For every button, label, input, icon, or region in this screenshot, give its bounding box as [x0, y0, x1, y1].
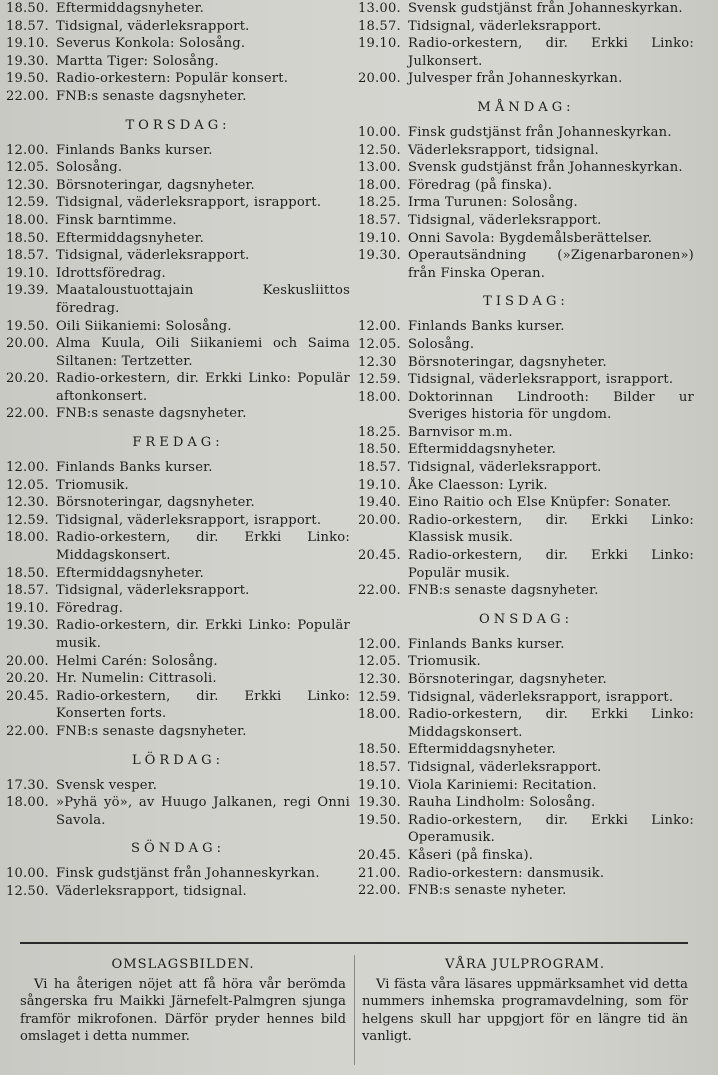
schedule-entry [358, 777, 694, 795]
entry-program: Svensk gudstjänst från Johanneskyrkan. [408, 160, 683, 176]
entry-time: 18.00. [6, 530, 49, 546]
entry-time: 18.00. [358, 707, 401, 723]
entry-program: FNB:s senaste dagsnyheter. [408, 583, 599, 599]
cover-note [20, 956, 346, 1046]
entry-program: Radio-orkestern, dir. Erkki Linko: Populär aftonkonsert. [56, 371, 350, 404]
schedule-entry [358, 212, 694, 230]
entry-program: Tidsignal, väderleksrapport. [408, 18, 602, 34]
schedule-entry [358, 371, 694, 389]
entry-program: Oili Siikaniemi: Solosång. [56, 318, 232, 334]
schedule-entry [6, 18, 350, 36]
day-heading: TORSDAG: [125, 117, 231, 133]
entry-time: 12.05. [6, 160, 49, 176]
entry-program: Onni Savola: Bygdemålsberättelser. [408, 230, 653, 246]
schedule-entry [358, 494, 694, 512]
schedule-entry [358, 230, 694, 248]
entry-program: Tidsignal, väderleksrapport, israpport. [56, 195, 322, 211]
entry-time: 18.57. [6, 583, 49, 599]
schedule-entry [6, 600, 350, 618]
schedule-entry [358, 194, 694, 212]
entry-time: 12.30. [6, 495, 49, 511]
entry-program: Martta Tiger: Solosång. [56, 53, 219, 69]
entry-time: 12.00. [358, 636, 401, 652]
entry-time: 19.50. [6, 71, 49, 87]
entry-program: Tidsignal, väderleksrapport. [56, 18, 250, 34]
entry-program: Börsnoteringar, dagsnyheter. [56, 177, 255, 193]
entry-time: 19.30. [6, 53, 49, 69]
entry-program: Helmi Carén: Solosång. [56, 653, 218, 669]
entry-time: 12.00. [6, 142, 49, 158]
entry-program: Eftermiddagsnyheter. [56, 1, 204, 16]
entry-time: 18.25. [358, 424, 401, 440]
entry-program: Eftermiddagsnyheter. [56, 230, 204, 246]
entry-time: 22.00. [6, 406, 49, 422]
entry-time: 13.00. [358, 160, 401, 176]
schedule-entry [6, 512, 350, 530]
entry-program: Irma Turunen: Solosång. [408, 195, 578, 211]
entry-time: 12.00. [6, 460, 49, 476]
entry-time: 19.50. [358, 812, 401, 828]
entry-program: Föredrag. [56, 600, 124, 616]
schedule-entry [358, 318, 694, 336]
entry-program: Finsk barntimme. [56, 212, 177, 228]
schedule-entry [358, 124, 694, 142]
entry-time: 13.00. [358, 1, 401, 16]
entry-program: Rauha Lindholm: Solosång. [408, 795, 596, 811]
entry-time: 12.50. [6, 883, 49, 899]
schedule-entry [358, 636, 694, 654]
schedule-entry [358, 671, 694, 689]
schedule-entry [6, 159, 350, 177]
schedule-entry [358, 759, 694, 777]
schedule-entry [358, 547, 694, 582]
schedule-entry [6, 335, 350, 370]
entry-time: 20.20. [6, 671, 49, 687]
entry-time: 18.00. [358, 177, 401, 193]
entry-time: 10.00. [6, 866, 49, 882]
entry-program: Operautsändning (»Zigenarbaronen») från Finska Operan. [408, 248, 694, 281]
christmas-program-body: Vi fästa våra läsares uppmärksamhet vid detta nummers inhemska programavdelning, som för helgens skull har uppgjort för en längre tid än vanligt. [362, 976, 688, 1045]
entry-time: 12.59. [358, 372, 401, 388]
schedule-right-column [358, 0, 694, 900]
entry-program: Julvesper från Johanneskyrkan. [408, 71, 623, 87]
entry-program: Finsk gudstjänst från Johanneskyrkan. [408, 124, 672, 140]
entry-time: 20.45. [358, 548, 401, 564]
cover-note-body: Vi ha återigen nöjet att få höra vår berömda sångerska fru Maikki Järnefelt-Palmgren sjunga framför mikrofonen. Därför pryder hennes bild omslaget i detta nummer. [20, 976, 346, 1045]
schedule-entry [6, 688, 350, 723]
entry-program: »Pyhä yö», av Huugo Jalkanen, regi Onni Savola. [56, 795, 350, 828]
schedule-entry [358, 35, 694, 70]
entry-program: Solosång. [408, 336, 475, 352]
entry-time: 18.00. [6, 795, 49, 811]
entry-time: 20.00. [6, 336, 49, 352]
entry-time: 12.05. [358, 336, 401, 352]
entry-program: Radio-orkestern, dir. Erkki Linko: Konserten forts. [56, 688, 350, 722]
entry-program: Radio-orkestern, dir. Erkki Linko: Middagskonsert. [56, 530, 350, 564]
day-heading: LÖRDAG: [131, 752, 225, 768]
entry-program: FNB:s senaste dagsnyheter. [56, 406, 247, 422]
entry-time: 22.00. [358, 883, 401, 899]
entry-time: 22.00. [358, 583, 401, 599]
entry-time: 12.59. [358, 689, 401, 705]
schedule-entry [6, 653, 350, 671]
entry-time: 18.57. [6, 248, 49, 264]
entry-program: Eftermiddagsnyheter. [56, 565, 204, 581]
entry-program: Radio-orkestern, dir. Erkki Linko: Populär musik. [408, 548, 694, 581]
cover-note-heading: OMSLAGSBILDEN. [111, 957, 255, 972]
entry-time: 19.30. [358, 795, 401, 811]
schedule-entry [358, 336, 694, 354]
entry-time: 18.57. [358, 212, 401, 228]
entry-time: 20.00. [358, 512, 401, 528]
schedule-entry [6, 529, 350, 564]
entry-program: Hr. Numelin: Cittrasoli. [56, 671, 217, 687]
entry-program: Åke Claesson: Lyrik. [408, 477, 548, 493]
entry-program: Radio-orkestern: Populär konsert. [56, 71, 289, 87]
entry-time: 12.05. [358, 654, 401, 670]
entry-time: 19.30. [358, 248, 401, 264]
schedule-entry [6, 723, 350, 741]
schedule-entry [6, 212, 350, 230]
schedule-entry [6, 177, 350, 195]
schedule-entry [358, 653, 694, 671]
entry-time: 12.59. [6, 195, 49, 211]
schedule-entry [6, 459, 350, 477]
schedule-entry [6, 53, 350, 71]
column-divider [354, 955, 355, 1065]
schedule-entry [358, 389, 694, 424]
entry-time: 12.05. [6, 477, 49, 493]
schedule-entry [358, 18, 694, 36]
schedule-entry [358, 882, 694, 900]
schedule-entry [358, 441, 694, 459]
entry-time: 19.10. [358, 777, 401, 793]
christmas-program-heading: VÅRA JULPROGRAM. [444, 957, 606, 972]
schedule-entry [6, 370, 350, 405]
schedule-entry [6, 282, 350, 317]
entry-program: Triomusik. [56, 477, 129, 493]
entry-time: 20.00. [358, 71, 401, 87]
schedule-entry [6, 70, 350, 88]
entry-program: Tidsignal, väderleksrapport, israpport. [408, 689, 674, 705]
entry-program: Doktorinnan Lindrooth: Bilder ur Sveriges historia för ungdom. [408, 389, 694, 423]
entry-program: Börsnoteringar, dagsnyheter. [56, 495, 255, 511]
schedule-entry [358, 459, 694, 477]
schedule-entry [6, 617, 350, 652]
entry-program: Radio-orkestern, dir. Erkki Linko: Operamusik. [408, 812, 694, 846]
schedule-entry [358, 706, 694, 741]
entry-program: Barnvisor m.m. [408, 424, 513, 440]
entry-time: 22.00. [6, 88, 49, 104]
schedule-entry [6, 670, 350, 688]
schedule-entry [6, 0, 350, 18]
day-heading: FREDAG: [132, 435, 224, 451]
entry-time: 18.50. [6, 1, 49, 16]
entry-time: 18.57. [6, 18, 49, 34]
entry-time: 18.57. [358, 460, 401, 476]
schedule-entry [6, 405, 350, 423]
schedule-entry [358, 70, 694, 88]
entry-program: Viola Kariniemi: Recitation. [408, 777, 597, 793]
entry-time: 12.30. [6, 177, 49, 193]
schedule-entry [6, 230, 350, 248]
entry-program: Eftermiddagsnyheter. [408, 742, 556, 758]
entry-time: 18.57. [358, 18, 401, 34]
schedule-entry [6, 565, 350, 583]
entry-program: Solosång. [56, 160, 123, 176]
entry-program: Föredrag (på finska). [408, 177, 553, 193]
entry-program: FNB:s senaste nyheter. [408, 883, 567, 899]
entry-time: 12.30 [358, 354, 397, 370]
entry-time: 22.00. [6, 723, 49, 739]
entry-program: Finlands Banks kurser. [408, 636, 565, 652]
entry-program: Eino Raitio och Else Knüpfer: Sonater. [408, 495, 672, 511]
entry-program: Eftermiddagsnyheter. [408, 442, 556, 458]
entry-program: Väderleksrapport, tidsignal. [56, 883, 247, 899]
entry-time: 19.10. [358, 36, 401, 52]
schedule-entry [6, 794, 350, 829]
entry-time: 20.20. [6, 371, 49, 387]
schedule-entry [358, 794, 694, 812]
day-heading: ONSDAG: [479, 611, 573, 627]
entry-time: 18.00. [6, 212, 49, 228]
entry-program: Börsnoteringar, dagsnyheter. [408, 354, 607, 370]
entry-program: Kåseri (på finska). [408, 847, 534, 863]
day-heading: SÖNDAG: [131, 841, 225, 857]
schedule-entry [358, 142, 694, 160]
entry-time: 10.00. [358, 124, 401, 140]
schedule-entry [6, 865, 350, 883]
schedule-left-column [6, 0, 350, 901]
entry-time: 19.40. [358, 495, 401, 511]
entry-program: Radio-orkestern: dansmusik. [408, 865, 605, 881]
entry-time: 12.00. [358, 319, 401, 335]
schedule-entry [358, 247, 694, 282]
entry-program: Svensk gudstjänst från Johanneskyrkan. [408, 1, 683, 16]
schedule-entry [6, 477, 350, 495]
entry-program: Maataloustuottajain Keskusliittos föredrag. [56, 283, 350, 316]
schedule-entry [6, 247, 350, 265]
entry-time: 19.30. [6, 618, 49, 634]
entry-program: Radio-orkestern, dir. Erkki Linko: Klassisk musik. [408, 512, 694, 546]
entry-program: Finlands Banks kurser. [56, 460, 213, 476]
entry-program: Svensk vesper. [56, 777, 158, 793]
schedule-entry [358, 159, 694, 177]
day-heading: MÅNDAG: [477, 99, 575, 115]
entry-program: Tidsignal, väderleksrapport. [56, 248, 250, 264]
entry-program: Radio-orkestern, dir. Erkki Linko: Middagskonsert. [408, 707, 694, 740]
entry-time: 20.45. [358, 847, 401, 863]
schedule-entry [6, 883, 350, 901]
entry-program: Severus Konkola: Solosång. [56, 36, 246, 52]
entry-program: Radio-orkestern, dir. Erkki Linko: Julkonsert. [408, 36, 694, 69]
entry-time: 18.50. [358, 442, 401, 458]
schedule-entry [6, 494, 350, 512]
entry-time: 12.50. [358, 142, 401, 158]
entry-program: Tidsignal, väderleksrapport. [408, 759, 602, 775]
entry-time: 12.59. [6, 512, 49, 528]
entry-time: 21.00. [358, 865, 401, 881]
schedule-entry [358, 424, 694, 442]
entry-time: 19.50. [6, 318, 49, 334]
entry-program: Finsk gudstjänst från Johanneskyrkan. [56, 866, 320, 882]
entry-program: Börsnoteringar, dagsnyheter. [408, 672, 607, 687]
entry-program: Tidsignal, väderleksrapport. [408, 212, 602, 228]
schedule-entry [358, 0, 694, 18]
entry-program: Tidsignal, väderleksrapport. [408, 460, 602, 476]
schedule-entry [358, 512, 694, 547]
schedule-entry [358, 582, 694, 600]
entry-time: 18.25. [358, 195, 401, 211]
entry-time: 18.00. [358, 389, 401, 405]
entry-time: 18.50. [358, 742, 401, 758]
entry-time: 18.50. [6, 565, 49, 581]
day-heading: TISDAG: [483, 294, 569, 310]
entry-time: 19.10. [6, 36, 49, 52]
entry-time: 18.50. [6, 230, 49, 246]
entry-time: 19.10. [6, 265, 49, 281]
schedule-entry [6, 194, 350, 212]
section-divider [20, 942, 688, 944]
schedule-entry [6, 318, 350, 336]
entry-time: 18.57. [358, 759, 401, 775]
schedule-entry [6, 265, 350, 283]
entry-time: 20.00. [6, 653, 49, 669]
entry-time: 19.10. [6, 600, 49, 616]
entry-program: Radio-orkestern, dir. Erkki Linko: Populär musik. [56, 618, 350, 651]
entry-time: 20.45. [6, 688, 49, 704]
entry-time: 19.39. [6, 283, 49, 299]
entry-program: FNB:s senaste dagsnyheter. [56, 723, 247, 739]
schedule-entry [358, 865, 694, 883]
schedule-entry [358, 354, 694, 372]
schedule-entry [358, 847, 694, 865]
schedule-entry [358, 477, 694, 495]
entry-program: Idrottsföredrag. [56, 265, 166, 281]
schedule-entry [6, 777, 350, 795]
schedule-entry [358, 177, 694, 195]
entry-time: 12.30. [358, 672, 401, 687]
schedule-entry [6, 35, 350, 53]
schedule-entry [6, 142, 350, 160]
entry-time: 19.10. [358, 230, 401, 246]
entry-program: Väderleksrapport, tidsignal. [408, 142, 599, 158]
entry-program: Tidsignal, väderleksrapport. [56, 583, 250, 599]
schedule-entry [6, 582, 350, 600]
schedule-entry [6, 88, 350, 106]
entry-program: Tidsignal, väderleksrapport, israpport. [56, 512, 322, 528]
entry-time: 19.10. [358, 477, 401, 493]
entry-program: FNB:s senaste dagsnyheter. [56, 88, 247, 104]
entry-program: Triomusik. [408, 654, 481, 670]
entry-time: 17.30. [6, 777, 49, 793]
entry-program: Alma Kuula, Oili Siikaniemi och Saima Siltanen: Tertzetter. [56, 336, 350, 369]
schedule-entry [358, 689, 694, 707]
entry-program: Tidsignal, väderleksrapport, israpport. [408, 372, 674, 388]
entry-program: Finlands Banks kurser. [408, 319, 565, 335]
schedule-entry [358, 741, 694, 759]
christmas-program-note [362, 956, 688, 1046]
schedule-entry [358, 812, 694, 847]
entry-program: Finlands Banks kurser. [56, 142, 213, 158]
